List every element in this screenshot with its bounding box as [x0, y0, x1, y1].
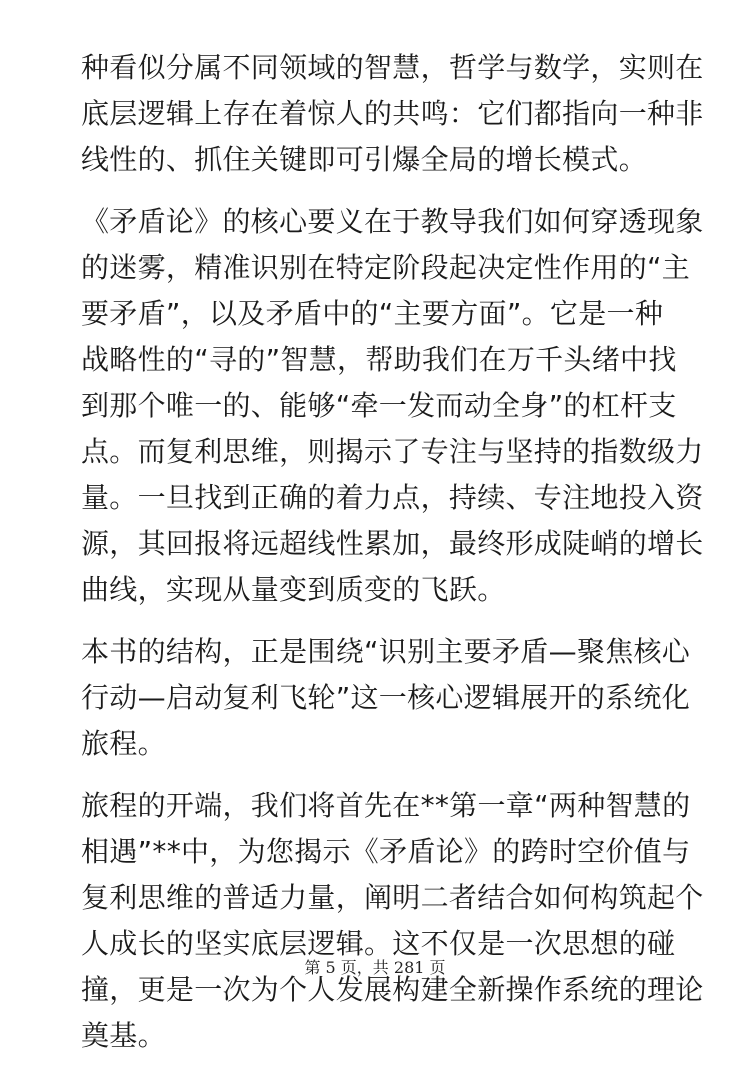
text-line: 相遇”**中，为您揭示《矛盾论》的跨时空价值与: [81, 835, 691, 868]
paragraph-1: [81, 45, 704, 183]
text-line: 要矛盾”，以及矛盾中的“主要方面”。它是一种: [81, 297, 664, 330]
text-line: 曲线，实现从量变到质变的飞跃。: [81, 573, 506, 606]
body-text: [81, 45, 704, 1075]
text-line: 线性的、抓住关键即可引爆全局的增长模式。: [81, 143, 648, 176]
text-line: 的迷雾，精准识别在特定阶段起决定性作用的“主: [81, 251, 691, 284]
text-line: 旅程的开端，我们将首先在**第一章“两种智慧的: [81, 789, 691, 822]
text-line: 撞，更是一次为个人发展构建全新操作系统的理论: [81, 973, 704, 1006]
paragraph-2: [81, 199, 704, 613]
text-line: 战略性的“寻的”智慧，帮助我们在万千头绪中找: [81, 343, 677, 376]
text-line: 复利思维的普适力量，阐明二者结合如何构筑起个: [81, 881, 704, 914]
page-footer: [0, 955, 750, 978]
text-line: 底层逻辑上存在着惊人的共鸣：它们都指向一种非: [81, 97, 704, 130]
page-number: 第 5 页，共 281 页: [304, 958, 446, 977]
text-line: 到那个唯一的、能够“牵一发而动全身”的杠杆支: [81, 389, 677, 422]
paragraph-4: [81, 783, 704, 1059]
text-line: 种看似分属不同领域的智慧，哲学与数学，实则在: [81, 51, 704, 84]
text-line: 源，其回报将远超线性累加，最终形成陡峭的增长: [81, 527, 704, 560]
text-line: 点。而复利思维，则揭示了专注与坚持的指数级力: [81, 435, 704, 468]
text-line: 《矛盾论》的核心要义在于教导我们如何穿透现象: [81, 205, 704, 238]
text-line: 人成长的坚实底层逻辑。这不仅是一次思想的碰: [81, 927, 676, 960]
text-line: 旅程。: [81, 727, 166, 760]
text-line: 行动—启动复利飞轮”这一核心逻辑展开的系统化: [81, 681, 691, 714]
text-line: 量。一旦找到正确的着力点，持续、专注地投入资: [81, 481, 704, 514]
text-line: 本书的结构，正是围绕“识别主要矛盾—聚焦核心: [81, 635, 691, 668]
paragraph-3: [81, 629, 691, 767]
text-line: 奠基。: [81, 1019, 166, 1052]
